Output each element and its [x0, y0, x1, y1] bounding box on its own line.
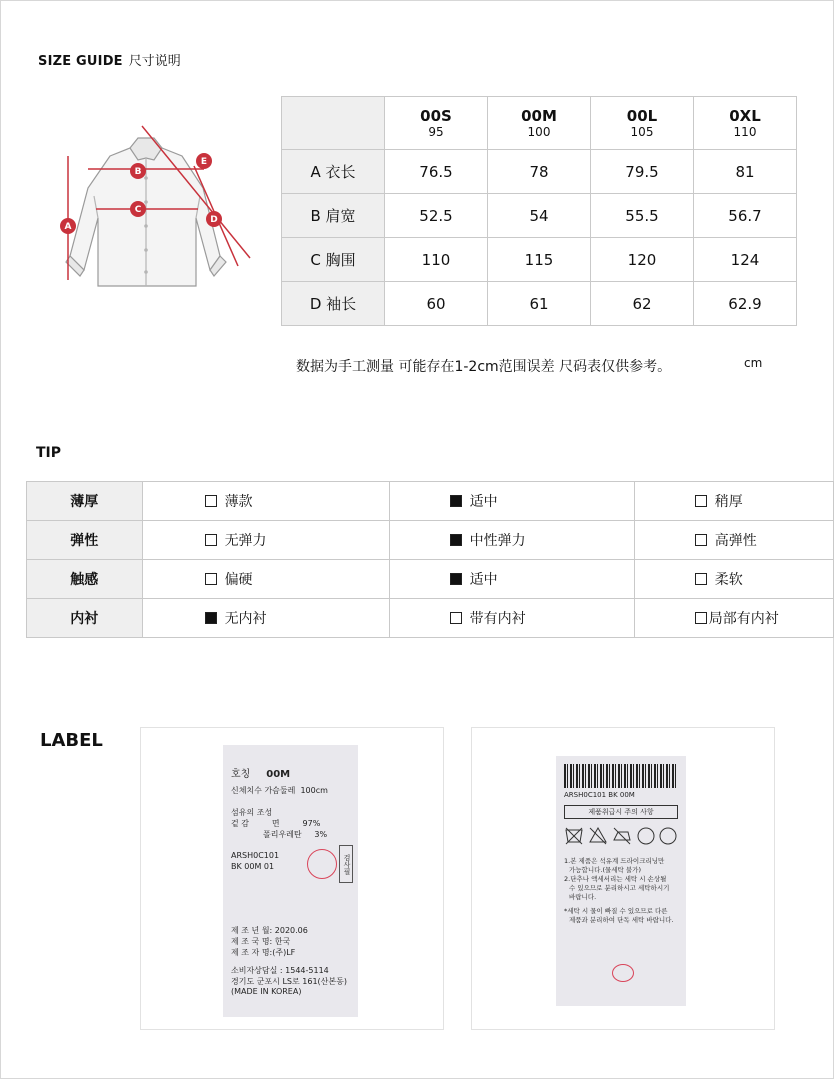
table-cell: 62.9 — [694, 282, 797, 326]
row-label: A 衣长 — [282, 150, 385, 194]
table-row — [282, 150, 797, 194]
label-d: D — [210, 215, 218, 225]
table-cell: 52.5 — [385, 194, 488, 238]
tip-option: 薄款 — [142, 482, 389, 521]
tip-option: 无弹力 — [142, 521, 389, 560]
checkbox-icon — [695, 573, 707, 585]
tip-option: 柔软 — [634, 560, 833, 599]
table-cell: 115 — [488, 238, 591, 282]
tip-option: 中性弹力 — [389, 521, 634, 560]
tip-category: 薄厚 — [27, 482, 143, 521]
checkbox-icon — [450, 612, 462, 624]
care-tag-back: ARSH0C101 BK 00M 제품취급시 주의 사항 1.본 제품은 석유계 드라이크리닝만 가능합니다.(물세탁 불가) 2.단추나 액세서리는 세탁 시 손상될 수 있으므로 분리하시고 세탁하시기 바랍니다. *세탁 시 물이 빠질 수 있으므로 다른 제품과 분리하여 단독 세탁 바랍니다. — [556, 756, 686, 1006]
inspection-seal — [612, 964, 634, 982]
checkbox-icon — [695, 534, 707, 546]
table-cell: 56.7 — [694, 194, 797, 238]
tip-table — [26, 481, 834, 638]
table-cell: 79.5 — [591, 150, 694, 194]
table-cell: 78 — [488, 150, 591, 194]
tip-title: TIP — [36, 445, 62, 461]
tip-option: 无内衬 — [142, 599, 389, 638]
tip-option: 局部有内衬 — [634, 599, 833, 638]
checkbox-checked-icon — [450, 495, 462, 507]
label-photo-1 — [140, 727, 444, 1030]
table-cell: 62 — [591, 282, 694, 326]
tip-row-elasticity — [27, 521, 834, 560]
tip-option: 适中 — [389, 482, 634, 521]
tip-category: 弹性 — [27, 521, 143, 560]
checkbox-icon — [205, 534, 217, 546]
size-guide-title: SIZE GUIDE 尺寸说明 — [38, 54, 181, 69]
label-title: LABEL — [40, 730, 103, 751]
measurement-note: 数据为手工测量 可能存在1-2cm范围误差 尺码表仅供参考。 — [296, 359, 672, 375]
row-label: C 胸围 — [282, 238, 385, 282]
table-cell: 120 — [591, 238, 694, 282]
size-col-00l: 00L 105 — [591, 97, 694, 150]
barcode-icon — [564, 764, 678, 788]
size-header-corner — [282, 97, 385, 150]
tip-row-thickness — [27, 482, 834, 521]
label-c: C — [134, 205, 142, 215]
table-row — [282, 238, 797, 282]
table-cell: 76.5 — [385, 150, 488, 194]
tip-row-touch — [27, 560, 834, 599]
checkbox-icon — [205, 573, 217, 585]
checkbox-icon — [205, 495, 217, 507]
table-cell: 110 — [385, 238, 488, 282]
table-cell: 60 — [385, 282, 488, 326]
stamp-box: 검사필 — [339, 845, 353, 883]
checkbox-icon — [695, 612, 707, 624]
table-cell: 81 — [694, 150, 797, 194]
size-header-row — [282, 97, 797, 150]
checkbox-checked-icon — [205, 612, 217, 624]
checkbox-checked-icon — [450, 534, 462, 546]
tip-category: 触感 — [27, 560, 143, 599]
tip-option: 偏硬 — [142, 560, 389, 599]
care-symbols-icon — [564, 824, 680, 846]
checkbox-icon — [695, 495, 707, 507]
shirt-measurement-diagram — [38, 118, 260, 298]
table-cell: 124 — [694, 238, 797, 282]
tip-option: 适中 — [389, 560, 634, 599]
checkbox-checked-icon — [450, 573, 462, 585]
table-cell: 55.5 — [591, 194, 694, 238]
label-photo-2 — [471, 727, 775, 1030]
table-row — [282, 282, 797, 326]
label-e: E — [200, 157, 208, 167]
label-b: B — [134, 167, 142, 177]
care-tag-front: 호칭 00M 신체치수 가슴둘레 100cm 섬유의 조성 겉 감 면 97% 폴리우레탄 3% ARSH0C101 BK 00M 01 검사필 제 조 년 월: 2020.06 제 조 국 명: 한국 제 조 자 명:(주)LF 소비자상담실 : 1544-5114 경기도 군포시 LS로 161(산본동) (MADE IN KOREA) — [223, 745, 358, 1017]
tip-option: 带有内衬 — [389, 599, 634, 638]
tip-option: 高弹性 — [634, 521, 833, 560]
size-col-00m: 00M 100 — [488, 97, 591, 150]
row-label: B 肩宽 — [282, 194, 385, 238]
row-label: D 袖长 — [282, 282, 385, 326]
size-table — [281, 96, 797, 326]
inspection-seal — [307, 849, 337, 879]
tip-option: 稍厚 — [634, 482, 833, 521]
table-cell: 61 — [488, 282, 591, 326]
label-a: A — [64, 222, 72, 232]
size-col-0xl: 0XL 110 — [694, 97, 797, 150]
unit-label: cm — [744, 356, 763, 370]
tip-category: 内衬 — [27, 599, 143, 638]
size-col-00s: 00S 95 — [385, 97, 488, 150]
tip-row-lining — [27, 599, 834, 638]
care-title-box: 제품취급시 주의 사항 — [564, 805, 678, 819]
table-row — [282, 194, 797, 238]
table-cell: 54 — [488, 194, 591, 238]
